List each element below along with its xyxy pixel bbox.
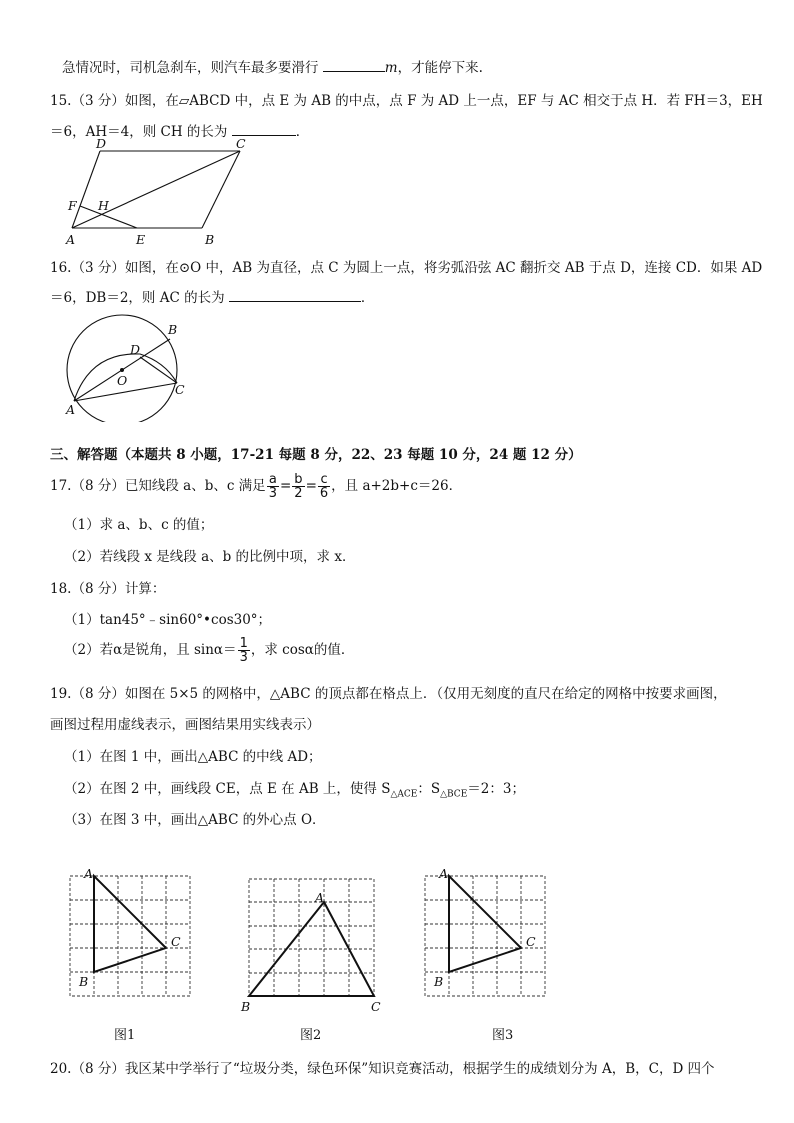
label-B: B: [168, 322, 178, 337]
segment-DA: [72, 151, 100, 228]
q19-line1: 19.（8 分）如图在 5×5 的网格中，△ABC 的顶点都在格点上．（仅用无刻度的直尺在给定的网格中按要求画图，: [50, 686, 727, 702]
center-dot: [120, 368, 124, 372]
q17-post: ，且 a+2b+c＝26．: [331, 478, 463, 494]
q15-line1: [50, 89, 763, 109]
q18-p2-pre: （2）若α是锐角，且 sinα＝: [64, 642, 237, 658]
label-D: D: [96, 138, 107, 151]
caption-fig3: 图3: [492, 1028, 514, 1043]
section3-heading: 三、解答题（本题共 8 小题，17-21 每题 8 分，22、23 每题 10 分，24 题 12 分）: [50, 447, 582, 463]
q16-line1: [50, 256, 762, 276]
q18-frac: [238, 637, 250, 664]
label-A: A: [315, 890, 325, 905]
q14-text-post: ，才能停下来.: [397, 60, 483, 76]
q19-part2: [64, 777, 525, 800]
q15-line2: [50, 120, 309, 140]
grid-figure-2: [236, 866, 386, 1016]
segment-CD: [140, 357, 177, 383]
caption-fig1: 图1: [114, 1028, 136, 1043]
q17-frac-b: [292, 473, 304, 500]
frac-den: 2: [294, 486, 303, 501]
label-C: C: [171, 934, 181, 949]
q16-text2: ＝6，DB＝2，则 AC 的长为: [50, 290, 225, 306]
label-C: C: [175, 382, 185, 397]
frac-num: c: [318, 473, 330, 487]
q14-answer-blank: [323, 59, 385, 72]
q15-end: ．: [295, 124, 310, 140]
q18-p2-post: ，求 cosα的值．: [250, 642, 355, 658]
q14-tail: [62, 56, 483, 76]
frac-den: 3: [239, 650, 248, 665]
q15-text1: ABCD 中，点 E 为 AB 的中点，点 F 为 AD 上一点，EF 与 AC 相交于点 H．若 FH＝3，EH: [189, 93, 763, 109]
sub-BCE: △BCE: [440, 789, 468, 800]
q19-p2-pre: （2）在图 2 中，画线段 CE，点 E 在 AB 上，使得 S: [64, 781, 391, 797]
q15-answer-blank: [232, 123, 296, 136]
q19-part3: （3）在图 3 中，画出△ABC 的外心点 O．: [64, 812, 326, 828]
q18-part2: [64, 637, 354, 664]
q16-text1: 16.（3 分）如图，在⊙O 中，AB 为直径，点 C 为圆上一点，将劣弧沿弦 AC 翻折交 AB 于点 D，连接 CD．如果 AD: [50, 260, 763, 276]
q14-unit: m: [384, 60, 398, 76]
label-H: H: [98, 198, 109, 213]
q15-parallelogram-figure: [60, 138, 260, 250]
label-A: A: [66, 402, 76, 417]
q17-line1: [50, 473, 462, 500]
eq-sign: =: [305, 478, 317, 494]
caption-fig2: 图2: [300, 1028, 322, 1043]
label-E: E: [136, 232, 146, 247]
label-B: B: [79, 974, 89, 989]
label-B: B: [241, 999, 251, 1014]
label-C: C: [526, 934, 536, 949]
q18-head: 18.（8 分）计算：: [50, 581, 166, 597]
q19-line2: 画图过程用虚线表示，画图结果用实线表示）: [50, 717, 320, 733]
label-B: B: [434, 974, 444, 989]
q17-frac-a: [267, 473, 279, 500]
label-B: B: [205, 232, 215, 247]
grid-figure-1: [60, 866, 200, 1006]
eq-sign: =: [279, 478, 292, 494]
label-C: C: [236, 138, 246, 151]
frac-num: a: [267, 473, 279, 487]
label-C: C: [371, 999, 381, 1014]
segment-BC: [202, 151, 240, 228]
q18-part1: （1）tan45°﹣sin60°•cos30°；: [64, 612, 272, 628]
q16-line2: [50, 286, 374, 306]
q16-circle-figure: [60, 312, 200, 422]
frac-den: 6: [319, 486, 329, 501]
q15-num: 15.（3 分）如图，在▱: [50, 93, 190, 109]
q16-end: ．: [360, 290, 375, 306]
q17-part2: （2）若线段 x 是线段 a、b 的比例中项，求 x．: [64, 549, 356, 565]
label-D: D: [130, 342, 141, 357]
segment-AC: [72, 151, 240, 228]
label-A: A: [439, 866, 449, 881]
q20-line1: 20.（8 分）我区某中学举行了“垃圾分类，绿色环保”知识竞赛活动，根据学生的成绩划分为 A，B，C，D 四个: [50, 1061, 715, 1077]
label-A: A: [66, 232, 76, 247]
label-F: F: [68, 198, 77, 213]
q14-text-pre: 急情况时，司机急刹车，则汽车最多要滑行: [62, 60, 319, 76]
frac-den: 3: [268, 486, 277, 501]
frac-num: b: [292, 473, 304, 487]
label-O: O: [117, 373, 128, 388]
q19-p2-mid: ：S: [417, 781, 441, 797]
q19-part1: （1）在图 1 中，画出△ABC 的中线 AD；: [64, 749, 322, 765]
q17-pre: 17.（8 分）已知线段 a、b、c 满足: [50, 478, 266, 494]
frac-num: 1: [239, 636, 248, 651]
q15-text2: ＝6，AH＝4，则 CH 的长为: [50, 124, 228, 140]
sub-ACE: △ACE: [390, 789, 418, 800]
label-A: A: [84, 866, 94, 881]
q17-part1: （1）求 a、b、c 的值；: [64, 517, 214, 533]
q17-frac-c: [318, 473, 330, 500]
grid-figure-3: [415, 866, 555, 1006]
q16-answer-blank: [229, 289, 361, 302]
q19-p2-post: ＝2：3；: [467, 781, 525, 797]
